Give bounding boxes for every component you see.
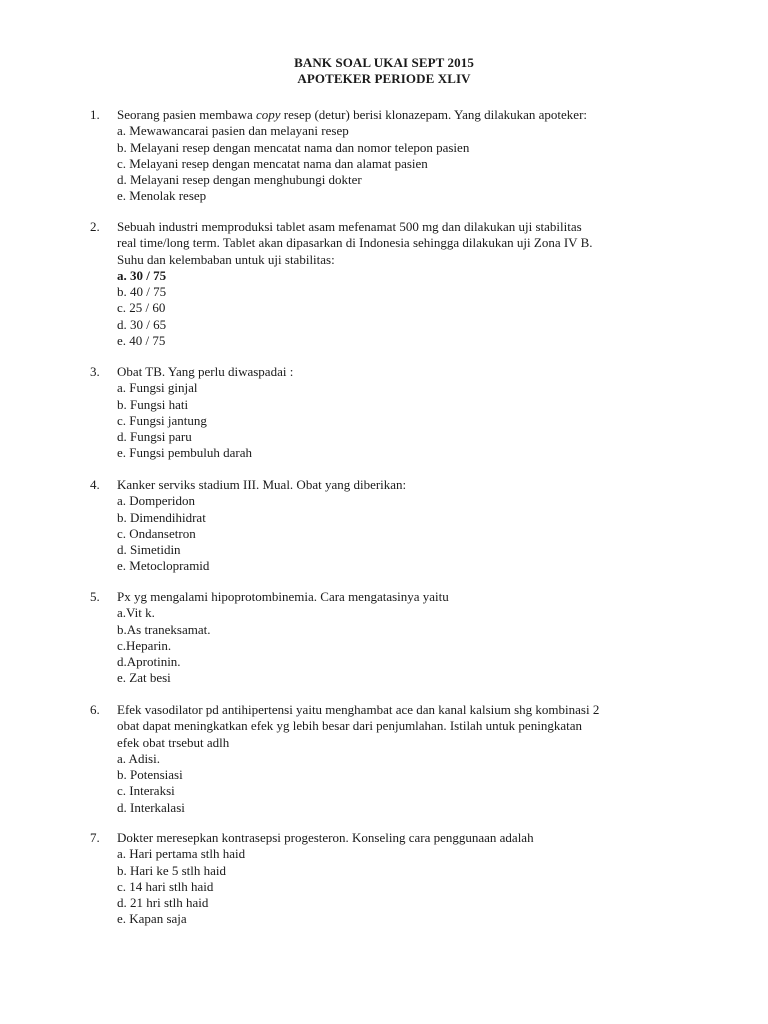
question-6 <box>90 702 690 816</box>
question-number: 5. <box>90 589 100 604</box>
answer-option: c. Melayani resep dengan mencatat nama dan alamat pasien <box>117 155 428 171</box>
answer-option: e. 40 / 75 <box>117 333 166 349</box>
answer-option: a. Mewawancarai pasien dan melayani resep <box>117 123 349 139</box>
answer-option: d. Simetidin <box>117 542 181 558</box>
question-number: 1. <box>90 107 100 122</box>
question-number: 4. <box>90 477 100 492</box>
question-text-part: Seorang pasien membawa <box>117 107 256 122</box>
question-text-line: efek obat trsebut adlh <box>117 734 230 750</box>
answer-option: b. Fungsi hati <box>117 396 189 412</box>
answer-option: b. Melayani resep dengan mencatat nama dan nomor telepon pasien <box>117 139 470 155</box>
header-title: BANK SOAL UKAI SEPT 2015 <box>294 55 474 70</box>
answer-option: a. Adisi. <box>117 750 160 766</box>
answer-option: b.As traneksamat. <box>117 621 211 637</box>
answer-option: e. Menolak resep <box>117 188 207 204</box>
answer-option: c. Interaksi <box>117 783 175 799</box>
document-header <box>0 55 768 87</box>
question-text-line: Px yg mengalami hipoprotombinemia. Cara mengatasinya yaitu <box>117 589 449 604</box>
answer-option: e. Kapan saja <box>117 911 187 927</box>
answer-option: b. Hari ke 5 stlh haid <box>117 862 227 878</box>
question-text-line: Kanker serviks stadium III. Mual. Obat yang diberikan: <box>117 477 407 492</box>
answer-option: d. 30 / 65 <box>117 316 167 332</box>
question-4 <box>90 477 690 575</box>
answer-option: e. Fungsi pembuluh darah <box>117 445 253 461</box>
answer-option: a. Hari pertama stlh haid <box>117 846 246 862</box>
answer-option: d. Interkalasi <box>117 799 185 815</box>
question-7 <box>90 830 690 928</box>
question-2 <box>90 219 690 349</box>
answer-option: d. Fungsi paru <box>117 429 192 445</box>
answer-option: a. Fungsi ginjal <box>117 380 198 396</box>
question-5 <box>90 589 690 687</box>
answer-option: b. 40 / 75 <box>117 284 167 300</box>
question-text <box>117 107 690 123</box>
answer-option: d.Aprotinin. <box>117 654 181 670</box>
answer-option: c. 25 / 60 <box>117 300 166 316</box>
question-text-part: resep (detur) berisi klonazepam. Yang dilakukan apoteker: <box>280 107 588 122</box>
question-number: 7. <box>90 830 100 845</box>
question-text-line: Obat TB. Yang perlu diwaspadai : <box>117 364 294 379</box>
answer-option: c. Fungsi jantung <box>117 412 207 428</box>
answer-option: a. Domperidon <box>117 493 195 509</box>
header-subtitle: APOTEKER PERIODE XLIV <box>297 71 471 86</box>
question-number: 2. <box>90 219 100 234</box>
answer-option: b. Potensiasi <box>117 767 183 783</box>
question-number: 6. <box>90 702 100 717</box>
question-text-line: obat dapat meningkatkan efek yg lebih besar dari penjumlahan. Istilah untuk peningkatan <box>117 718 582 734</box>
question-3 <box>90 364 690 462</box>
answer-option: c.Heparin. <box>117 637 172 653</box>
question-1 <box>90 107 690 205</box>
question-text-line: Sebuah industri memproduksi tablet asam mefenamat 500 mg dan dilakukan uji stabilitas <box>117 219 582 234</box>
question-text-line: Dokter meresepkan kontrasepsi progesteron. Konseling cara penggunaan adalah <box>117 830 534 845</box>
answer-option: d. 21 hri stlh haid <box>117 895 209 911</box>
answer-option: a.Vit k. <box>117 605 155 621</box>
question-number: 3. <box>90 364 100 379</box>
answer-option: e. Metoclopramid <box>117 558 210 574</box>
answer-option-highlighted: a. 30 / 75 <box>117 267 167 283</box>
question-text-italic: copy <box>255 107 281 122</box>
answer-option: e. Zat besi <box>117 670 171 686</box>
question-text-line: real time/long term. Tablet akan dipasarkan di Indonesia sehingga dilakukan uji Zona IV B. <box>117 235 593 251</box>
answer-option: c. 14 hari stlh haid <box>117 878 214 894</box>
question-text-line: Suhu dan kelembaban untuk uji stabilitas: <box>117 251 335 267</box>
question-text-line: Efek vasodilator pd antihipertensi yaitu menghambat ace dan kanal kalsium shg kombinasi 2 <box>117 702 600 717</box>
answer-option: d. Melayani resep dengan menghubungi dokter <box>117 172 362 188</box>
answer-option: c. Ondansetron <box>117 525 196 541</box>
answer-option: b. Dimendihidrat <box>117 509 206 525</box>
